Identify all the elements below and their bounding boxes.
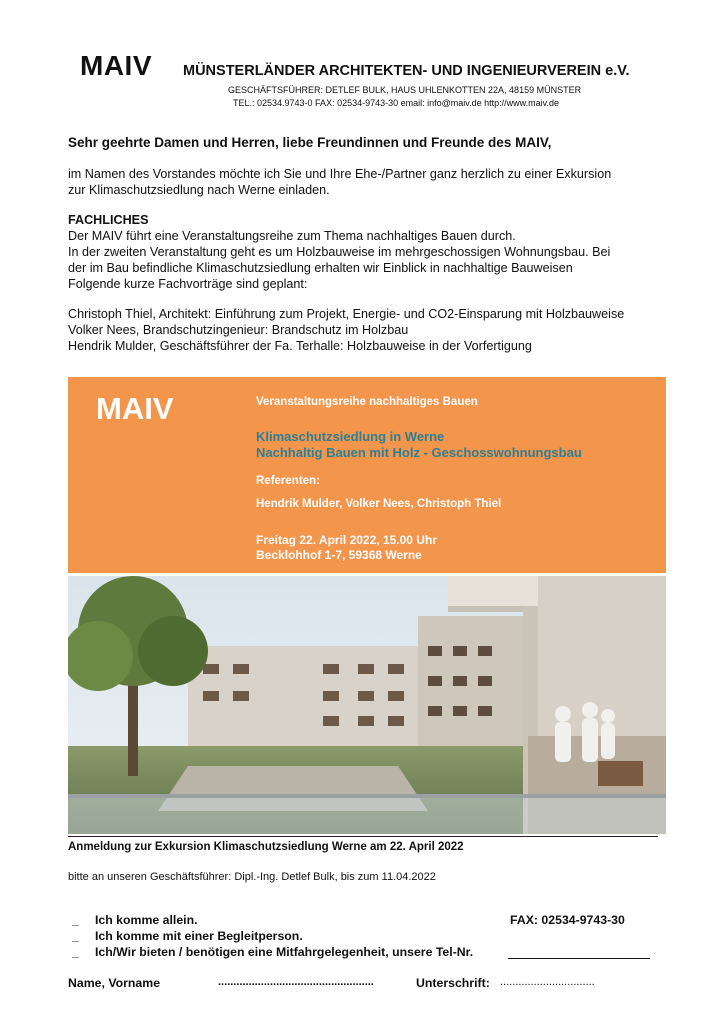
signature-field[interactable]: ............................... xyxy=(500,976,595,988)
banner-speakers: Hendrik Mulder, Volker Nees, Christoph Thiel xyxy=(256,498,502,510)
banner-title-2: Nachhaltig Bauen mit Holz - Geschosswohnungsbau xyxy=(256,445,582,460)
event-banner xyxy=(68,377,666,573)
registration-note: bitte an unseren Geschäftsführer: Dipl.-Ing. Detlef Bulk, bis zum 11.04.2022 xyxy=(68,871,436,883)
section-title: FACHLICHES xyxy=(68,213,149,227)
header-contact-line: TEL.: 02534.9743-0 FAX: 02534-9743-30 email: info@maiv.de http://www.maiv.de xyxy=(233,98,559,108)
org-name: MÜNSTERLÄNDER ARCHITEKTEN- UND INGENIEURVEREIN e.V. xyxy=(183,63,630,79)
fax-number: FAX: 02534-9743-30 xyxy=(510,913,625,927)
section-line-3: der im Bau befindliche Klimaschutzsiedlung erhalten wir Einblick in nachhaltige Bauweisen xyxy=(68,261,573,275)
option-1-checkbox[interactable]: _ xyxy=(72,913,79,927)
banner-date: Freitag 22. April 2022, 15.00 Uhr xyxy=(256,533,437,547)
option-3-label: Ich/Wir bieten / benötigen eine Mitfahrgelegenheit, unsere Tel-Nr. xyxy=(95,945,474,959)
talk-3: Hendrik Mulder, Geschäftsführer der Fa. Terhalle: Holzbauweise in der Vorfertigung xyxy=(68,339,532,353)
banner-logo: MAIV xyxy=(96,391,174,426)
section-line-1: Der MAIV führt eine Veranstaltungsreihe zum Thema nachhaltiges Bauen durch. xyxy=(68,229,516,243)
header-address-line: GESCHÄFTSFÜHRER: DETLEF BULK, HAUS UHLENKOTTEN 22A, 48159 MÜNSTER xyxy=(228,85,582,95)
intro-line-2: zur Klimaschutzsiedlung nach Werne einladen. xyxy=(68,183,330,197)
signature-label: Unterschrift: xyxy=(416,976,490,990)
banner-series: Veranstaltungsreihe nachhaltiges Bauen xyxy=(256,396,478,408)
section-divider xyxy=(68,836,658,837)
maiv-logo: MAIV xyxy=(80,50,152,81)
registration-title: Anmeldung zur Exkursion Klimaschutzsiedlung Werne am 22. April 2022 xyxy=(68,841,464,853)
banner-speakers-label: Referenten: xyxy=(256,475,320,487)
section-line-2: In der zweiten Veranstaltung geht es um Holzbauweise im mehrgeschossigen Wohnungsbau. Bei xyxy=(68,245,611,259)
banner-title-1: Klimaschutzsiedlung in Werne xyxy=(256,429,445,444)
talk-2: Volker Nees, Brandschutzingenieur: Brandschutz im Holzbau xyxy=(68,323,409,337)
intro-line-1: im Namen des Vorstandes möchte ich Sie und Ihre Ehe-/Partner ganz herzlich zu einer Exkursion xyxy=(68,167,612,181)
option-2-checkbox[interactable]: _ xyxy=(72,929,79,943)
greeting: Sehr geehrte Damen und Herren, liebe Freundinnen und Freunde des MAIV, xyxy=(68,135,552,150)
talk-1: Christoph Thiel, Architekt: Einführung zum Projekt, Energie- und CO2-Einsparung mit Holzbauweise xyxy=(68,307,625,321)
option-1-label: Ich komme allein. xyxy=(95,913,198,927)
name-field[interactable]: ................................................... xyxy=(218,976,374,988)
option-3-checkbox[interactable]: _ xyxy=(72,945,79,959)
settlement-rendering-image xyxy=(68,576,666,834)
phone-number-line[interactable] xyxy=(508,958,650,959)
option-2-label: Ich komme mit einer Begleitperson. xyxy=(95,929,303,943)
banner-address: Becklohhof 1-7, 59368 Werne xyxy=(256,548,422,562)
section-line-4: Folgende kurze Fachvorträge sind geplant: xyxy=(68,277,308,291)
name-label: Name, Vorname xyxy=(68,976,161,990)
